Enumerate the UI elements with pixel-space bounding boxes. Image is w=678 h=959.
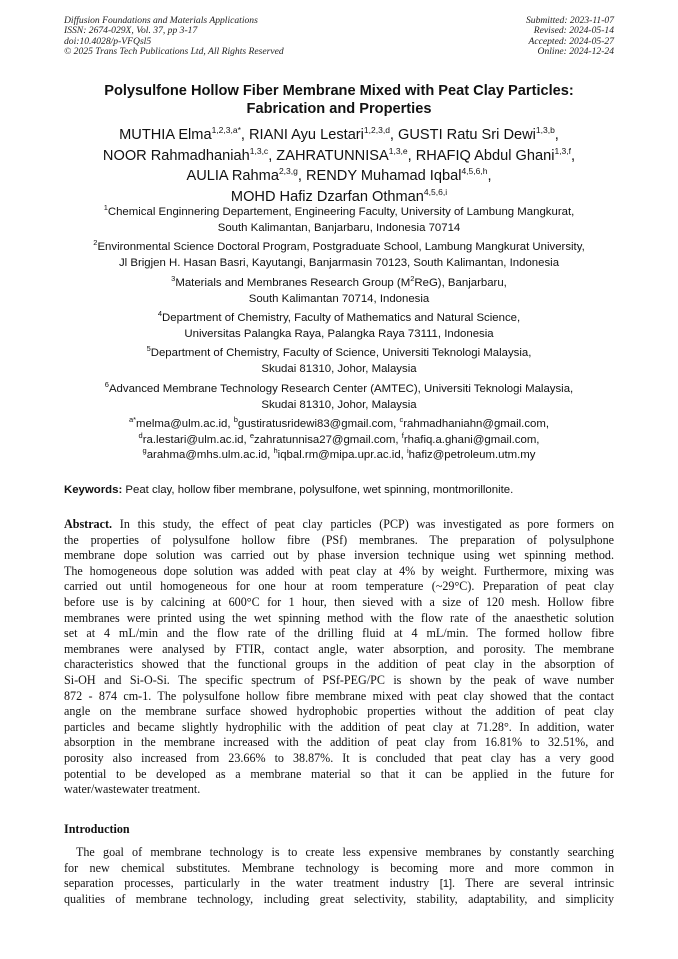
affiliation-1 — [40, 205, 638, 236]
affiliation-text: Materials and Membranes Research Group (M — [175, 277, 411, 289]
author-name: AULIA Rahma — [186, 168, 279, 185]
date-revised: Revised: 2024-05-14 — [533, 25, 614, 37]
email-sup: a* — [128, 415, 137, 424]
date-accepted: Accepted: 2024-05-27 — [528, 35, 614, 47]
section-heading-introduction: Introduction — [64, 822, 130, 836]
body-line — [64, 876, 614, 892]
abstract — [64, 517, 614, 798]
affiliation-text: Skudai 81310, Johor, Malaysia — [261, 362, 417, 375]
author-affil: 4,5,6,i — [423, 186, 448, 197]
author-name: NOOR Rahmadhaniah — [102, 147, 250, 164]
affiliation-number: 5 — [146, 344, 151, 353]
abstract-line: potential to be developed as a membrane material so that it can be applied in the future for — [64, 766, 614, 781]
author-name: RENDY Muhamad Iqbal — [305, 168, 462, 185]
author-affil: 1,3,c — [249, 145, 269, 156]
affiliation-number: 6 — [104, 380, 109, 389]
affiliation-text: Environmental Science Doctoral Program, Postgraduate School, Lambung Mangkurat University, — [97, 241, 585, 253]
email-link[interactable]: iqbal.rm@mipa.upr.ac.id, — [277, 449, 407, 462]
affiliation-text: Skudai 81310, Johor, Malaysia — [261, 398, 417, 411]
abstract-line — [64, 517, 614, 533]
author-line — [30, 125, 648, 146]
affiliation-text: Chemical Enginnering Departement, Engineering Faculty, University of Lambung Mangkurat, — [107, 206, 575, 218]
abstract-text: In this study, the effect of peat clay particles (PCP) was investigated as pore formers on — [112, 517, 614, 531]
author-sep: , — [554, 127, 559, 143]
keywords-text: Peat clay, hollow fiber membrane, polysulfone, wet spinning, montmorillonite. — [122, 484, 514, 496]
abstract-line: carried out until homogeneous for one hour at room temperature (~29°C). Preparation of peat clay — [64, 579, 614, 594]
author-affil: 1,3,e — [388, 145, 408, 156]
email-line — [40, 430, 638, 449]
body-line: for new chemical substitutes. Membrane technology is becoming more and more common in — [64, 860, 614, 875]
abstract-line: characteristics showed that the functional groups in the addition of peat clay in the absorption of — [64, 657, 614, 672]
body-line: qualities of membrane technology, including great selectivity, stability, adaptability, and simplicity — [64, 891, 614, 906]
affiliation-4 — [40, 311, 638, 342]
author-name: MUTHIA Elma — [119, 127, 212, 143]
abstract-line: membrane dope solution was carried out by phase inversion technique using wet spinning method. — [64, 548, 614, 563]
date-online: Online: 2024-12-24 — [537, 46, 614, 58]
introduction-body — [64, 845, 614, 907]
abstract-label: Abstract. — [64, 517, 113, 531]
abstract-line: absorption in the membrane increased with the addition of peat clay from 16.81% to 32.51%, and — [64, 735, 614, 750]
abstract-line: set at 4 mL/min and the flow rate of the drilling fluid at 4 mL/min. The formed hollow fibre — [64, 626, 614, 641]
author-affil: 1,2,3,d — [363, 125, 390, 135]
email-link[interactable]: ra.lestari@ulm.ac.id, — [142, 433, 250, 446]
journal-copyright: © 2025 Trans Tech Publications Ltd, All Rights Reserved — [64, 46, 284, 58]
affiliation-number: 4 — [157, 309, 163, 318]
email-link[interactable]: arahma@mhs.ulm.ac.id, — [146, 449, 274, 462]
author-line — [30, 166, 648, 187]
abstract-line: water/wastewater treatment. — [64, 782, 201, 797]
affiliation-inline-sup: 2 — [410, 274, 415, 283]
email-link[interactable]: gustiratusridewi83@gmail.com, — [237, 418, 400, 430]
author-sep: , — [487, 168, 492, 185]
abstract-line: the properties of polysulfone hollow fibre (PSf) membranes. The preparation of polysulphone — [64, 532, 614, 547]
email-sup: i — [407, 446, 409, 456]
affiliation-text: Department of Chemistry, Faculty of Science, Universiti Teknologi Malaysia, — [150, 347, 532, 359]
keywords-label: Keywords: — [64, 484, 123, 496]
abstract-line: membranes were analysed by FTIR, contact angle, water absorption, and porosity. The membrane — [64, 641, 614, 656]
body-text: . There are several intrinsic — [452, 876, 614, 891]
abstract-line: particles and became slightly hydrophilic with the addition of peat clay at 71.28°. In addition, water — [64, 719, 614, 734]
abstract-line: The homogeneous dope solution was added with peat clay at 4% by weight. Furthermore, mixing was — [64, 563, 614, 578]
publication-dates — [526, 16, 614, 58]
email-line — [40, 448, 638, 464]
title-line-1: Polysulfone Hollow Fiber Membrane Mixed with Peat Clay Particles: — [104, 83, 574, 99]
affiliation-text: Department of Chemistry, Faculty of Mathematics and Natural Science, — [162, 312, 521, 324]
abstract-line: Si-OH and Si-O-Si. The specific spectrum of PSf-PEG/PC is shown by the peak of wave number — [64, 672, 614, 687]
affiliation-5 — [40, 346, 638, 377]
journal-name: Diffusion Foundations and Materials Applications — [64, 15, 258, 26]
affiliation-2 — [40, 240, 638, 271]
affiliation-3 — [40, 276, 638, 307]
affiliation-number: 2 — [93, 238, 98, 247]
affiliation-text: ReG), Banjarbaru, — [414, 277, 507, 289]
abstract-line: 872 - 874 cm-1. The polysulfone hollow fibre membrane mixed with peat clay showed that the contact — [64, 688, 614, 703]
email-line — [40, 417, 638, 433]
affiliation-text: Jl Brigjen H. Hasan Basri, Kayutangi, Banjarmasin 70123, South Kalimantan, Indonesia — [118, 256, 560, 269]
author-affil: 1,3,b — [535, 125, 555, 135]
abstract-line: before use is by calcining at 600°C for 1 hour, then sieved with a size of 120 mesh. Hollow fibre — [64, 594, 614, 609]
abstract-line: porosity also increased from 23.66% to 38.87%. It is concluded that peat clay has a very good — [64, 750, 614, 765]
title-line-2: Fabrication and Properties — [246, 101, 432, 117]
author-sep: , — [297, 168, 306, 185]
author-sep: , — [268, 147, 277, 164]
author-affil: 1,3,f — [554, 145, 572, 156]
journal-info — [64, 16, 284, 58]
date-submitted: Submitted: 2023-11-07 — [525, 15, 614, 26]
author-sep: , — [407, 147, 416, 164]
email-sup: c — [399, 415, 404, 424]
body-line: The goal of membrane technology is to create less expensive membranes by constantly searching — [76, 845, 614, 859]
author-line — [30, 146, 648, 167]
abstract-line: angle on the membrane surface showed hydrophobic properties without the addition of peat clay — [64, 704, 614, 719]
email-link[interactable]: melma@ulm.ac.id, — [136, 418, 234, 430]
keywords — [64, 483, 513, 497]
email-sup: g — [142, 446, 147, 456]
email-sup: e — [249, 430, 255, 440]
email-link[interactable]: rahmadhaniahn@gmail.com, — [403, 418, 550, 430]
author-name: MOHD Hafiz Dzarfan Othman — [230, 188, 424, 205]
author-name: RIANI Ayu Lestari — [249, 127, 364, 143]
affiliation-6 — [40, 382, 638, 413]
journal-doi: doi:10.4028/p-VFQsl5 — [64, 35, 152, 47]
body-text: separation processes, particularly in the water treatment industry — [64, 876, 440, 891]
email-link[interactable]: zahratunnisa27@gmail.com, — [254, 433, 402, 446]
affiliation-text: Advanced Membrane Technology Research Center (AMTEC), Universiti Teknologi Malaysia, — [108, 383, 574, 395]
email-sup: h — [273, 446, 278, 456]
author-name: RHAFIQ Abdul Ghani — [415, 147, 555, 164]
email-sup: b — [233, 415, 238, 424]
affiliation-text: South Kalimantan 70714, Indonesia — [248, 292, 430, 305]
author-affil: 1,2,3,a* — [211, 125, 241, 135]
author-affil: 4,5,6,h — [461, 166, 488, 177]
author-emails — [40, 417, 638, 464]
author-name: GUSTI Ratu Sri Dewi — [398, 127, 536, 143]
journal-issn: ISSN: 2674-029X, Vol. 37, pp 3-17 — [64, 25, 198, 37]
abstract-line: membranes were printed using the wet spinning method with the flow rate of the anaesthetic solution — [64, 610, 614, 625]
author-list — [30, 125, 648, 207]
email-link[interactable]: rhafiq.a.ghani@gmail.com, — [403, 433, 540, 446]
affiliation-text: Universitas Palangka Raya, Palangka Raya 73111, Indonesia — [184, 327, 494, 340]
author-sep: , — [571, 147, 576, 164]
author-sep: , — [389, 127, 399, 143]
paper-title — [40, 82, 638, 118]
affiliation-number: 3 — [171, 274, 176, 283]
affiliation-text: South Kalimantan, Banjarbaru, Indonesia 70714 — [217, 221, 461, 234]
author-affil: 2,3,g — [278, 166, 298, 177]
citation-link[interactable]: [1] — [439, 878, 453, 891]
author-name: ZAHRATUNNISA — [276, 147, 389, 164]
email-link[interactable]: hafiz@petroleum.utm.my — [408, 449, 536, 462]
email-sup: f — [401, 430, 404, 440]
affiliation-number: 1 — [103, 203, 108, 212]
author-sep: , — [240, 127, 249, 143]
email-sup: d — [138, 430, 143, 440]
